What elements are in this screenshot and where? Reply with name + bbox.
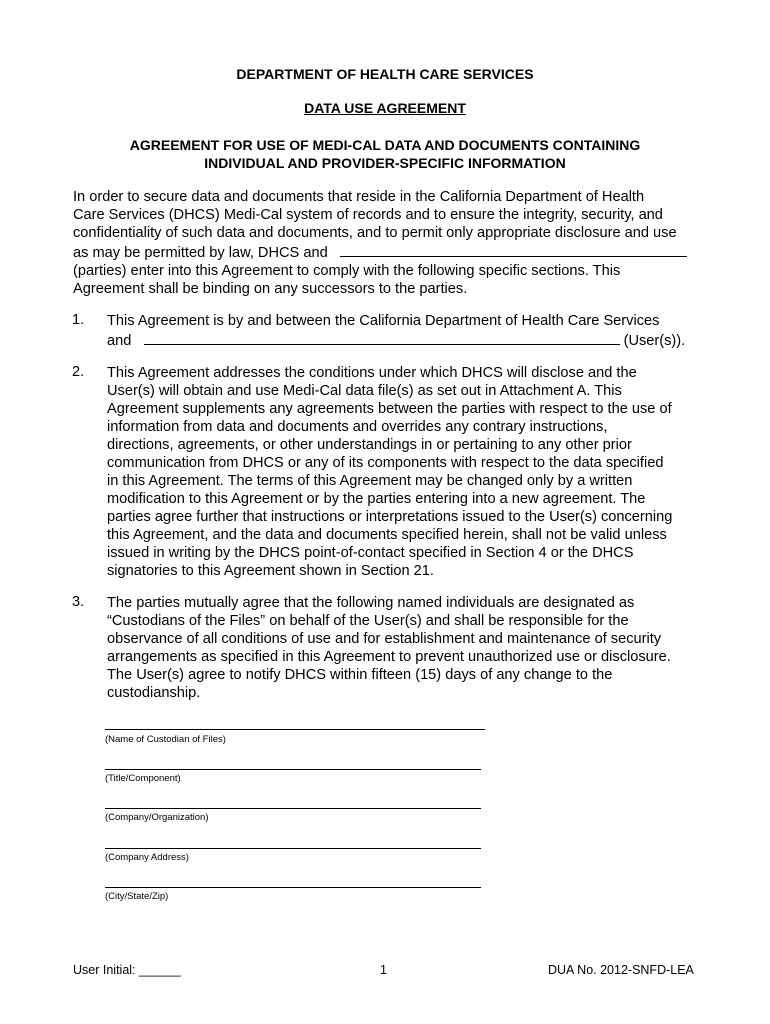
title-component-line[interactable] bbox=[105, 769, 481, 770]
user-initial-field[interactable]: User Initial: ______ bbox=[73, 963, 181, 977]
section-3-line: custodianship. bbox=[107, 685, 201, 701]
company-address-line[interactable] bbox=[105, 848, 481, 849]
department-heading: DEPARTMENT OF HEALTH CARE SERVICES bbox=[236, 66, 534, 82]
intro-line: Care Services (DHCS) Medi-Cal system of records and to ensure the integrity, security, and bbox=[73, 207, 663, 223]
intro-line-4-text: as may be permitted by law, DHCS and bbox=[73, 245, 328, 261]
section-3-line: arrangements as specified in this Agreement to prevent unauthorized use or disclosure. bbox=[107, 649, 671, 665]
section-1-text bbox=[107, 312, 707, 350]
section-2-line: this Agreement, and the data and documents specified herein, shall not be valid unless bbox=[107, 527, 667, 543]
section-2-text bbox=[107, 364, 717, 580]
section-3-line: The parties mutually agree that the following named individuals are designated as bbox=[107, 595, 635, 611]
user-name-blank[interactable] bbox=[144, 330, 620, 345]
section-2-line: signatories to this Agreement shown in Section 21. bbox=[107, 563, 434, 579]
section-2-line: in this Agreement. The terms of this Agreement may be changed only by a written bbox=[107, 473, 633, 489]
section-3-line: observance of all conditions of use and for establishment and maintenance of security bbox=[107, 631, 662, 647]
title-component-label: (Title/Component) bbox=[105, 773, 181, 784]
section-1-and: and bbox=[107, 333, 132, 349]
intro-line: In order to secure data and documents that reside in the California Department of Health bbox=[73, 189, 645, 205]
document-title: DATA USE AGREEMENT bbox=[304, 100, 466, 116]
city-state-zip-label: (City/State/Zip) bbox=[105, 891, 169, 902]
company-organization-line[interactable] bbox=[105, 808, 481, 809]
company-organization-label: (Company/Organization) bbox=[105, 812, 209, 823]
custodian-name-line[interactable] bbox=[105, 729, 485, 730]
page-number: 1 bbox=[380, 963, 387, 977]
section-2-line: Agreement supplements any agreements between the parties with respect to the use of bbox=[107, 401, 672, 417]
section-1-users: (User(s)). bbox=[623, 333, 686, 349]
intro-paragraph bbox=[73, 188, 713, 298]
section-2-number: 2. bbox=[72, 364, 85, 380]
subtitle-line-1: AGREEMENT FOR USE OF MEDI-CAL DATA AND DOCUMENTS CONTAINING bbox=[129, 137, 641, 153]
section-2-line: information from data and documents and overrides any contrary instructions, bbox=[107, 419, 608, 435]
section-1-number: 1. bbox=[72, 312, 85, 328]
company-address-label: (Company Address) bbox=[105, 852, 189, 863]
custodian-name-label: (Name of Custodian of Files) bbox=[105, 734, 226, 745]
section-2-line: directions, agreements, or other understandings in or pertaining to any other prior bbox=[107, 437, 632, 453]
section-3-line: The User(s) agree to notify DHCS within fifteen (15) days of any change to the bbox=[107, 667, 613, 683]
section-2-line: modification to this Agreement or by the parties entering into a new agreement. The bbox=[107, 491, 646, 507]
section-1-line: This Agreement is by and between the California Department of Health Care Services bbox=[107, 313, 660, 329]
intro-line bbox=[73, 242, 713, 262]
section-2-line: This Agreement addresses the conditions under which DHCS will disclose and the bbox=[107, 365, 637, 381]
section-3-line: “Custodians of the Files” on behalf of the User(s) and shall be responsible for the bbox=[107, 613, 629, 629]
intro-line: confidentiality of such data and documents, and to permit only appropriate disclosure and use bbox=[73, 225, 677, 241]
section-2-line: communication from DHCS or any of its components with respect to the data specified bbox=[107, 455, 664, 471]
section-3-text bbox=[107, 594, 717, 702]
subtitle-line-2: INDIVIDUAL AND PROVIDER-SPECIFIC INFORMATION bbox=[204, 155, 566, 171]
section-2-line: issued in writing by the DHCS point-of-contact specified in Section 4 or the DHCS bbox=[107, 545, 634, 561]
section-1-line bbox=[107, 330, 707, 350]
agreement-subtitle bbox=[0, 136, 770, 172]
section-3-number: 3. bbox=[72, 594, 85, 610]
intro-line: (parties) enter into this Agreement to comply with the following specific sections. This bbox=[73, 263, 621, 279]
section-2-line: User(s) will obtain and use Medi-Cal data file(s) as set out in Attachment A. This bbox=[107, 383, 622, 399]
city-state-zip-line[interactable] bbox=[105, 887, 481, 888]
intro-line: Agreement shall be binding on any successors to the parties. bbox=[73, 281, 468, 297]
section-2-line: parties agree further that instructions or interpretations issued to the User(s) concerning bbox=[107, 509, 673, 525]
dua-number: DUA No. 2012-SNFD-LEA bbox=[548, 963, 694, 977]
user-party-blank[interactable] bbox=[340, 242, 687, 257]
